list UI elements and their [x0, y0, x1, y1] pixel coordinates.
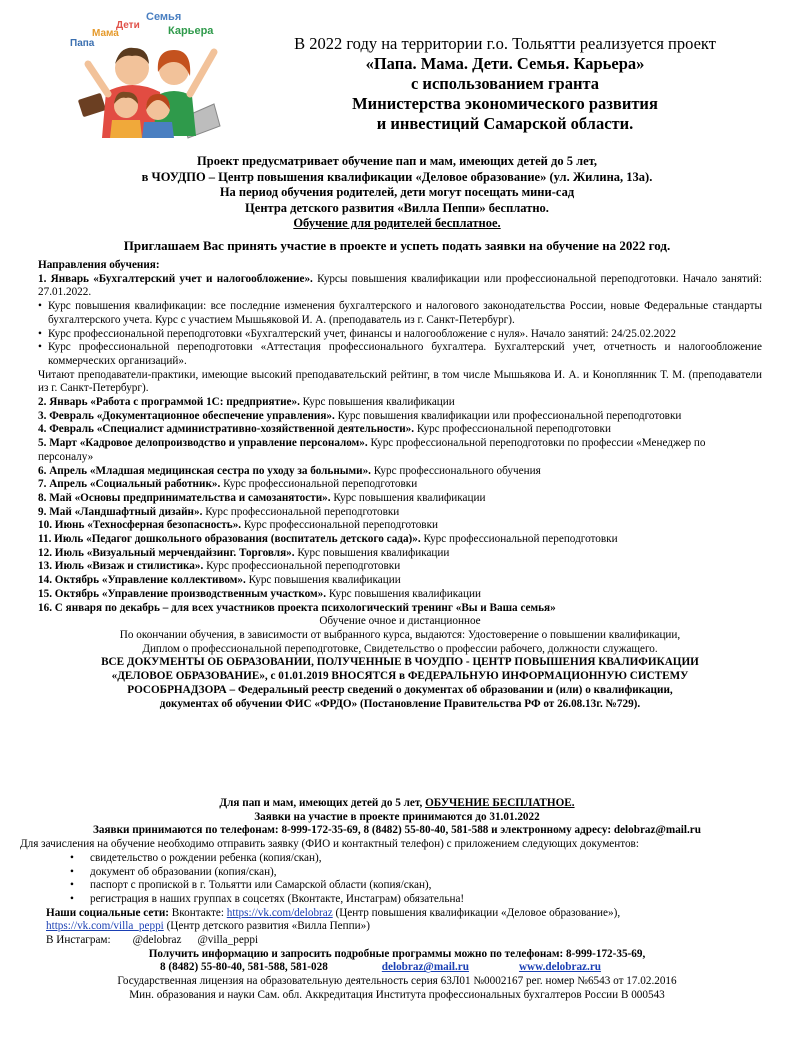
teachers-note: Читают преподаватели-практики, имеющие высокий преподавательский рейтинг, в том числе Мышьякова И. А. и Коноплянник Т. М. (преподаватели из г. Санкт-Петербург).	[38, 368, 762, 395]
course-bullet: • Курс профессиональной переподготовки «Аттестация профессионального бухгалтера. Бухгалтерский учет, отчетность и налогообложение коммерческих организаций».	[38, 341, 762, 367]
course-item: 2. Январь «Работа с программой 1С: предприятие». Курс повышения квалификации	[38, 396, 455, 409]
course-item: 14. Октябрь «Управление коллективом». Курс повышения квалификации	[38, 574, 401, 587]
instagram-delobraz[interactable]: @delobraz	[132, 934, 182, 947]
intro-line: Центра детского развития «Вилла Пеппи» бесплатно.	[245, 200, 549, 215]
study-mode: Обучение очное и дистанционное	[319, 615, 481, 628]
kid2-shirt	[142, 122, 174, 138]
frdo-line: «ДЕЛОВОЕ ОБРАЗОВАНИЕ», с 01.01.2019 ВНОСЯТСЯ в ФЕДЕРАЛЬНУЮ ИНФОРМАЦИОННУЮ СИСТЕМУ	[111, 670, 689, 683]
kid1-shirt	[110, 120, 142, 138]
logo-word-dad: Папа	[70, 38, 95, 49]
document-item: • регистрация в наших группах в соцсетях (Вконтакте, Инстаграм) обязательна!	[70, 892, 465, 905]
invitation: Приглашаем Вас принять участие в проекте и успеть подать заявки на обучение на 2022 год.	[123, 238, 671, 253]
enroll-note: Для зачисления на обучение необходимо отправить заявку (ФИО и контактный телефон) с приложением следующих документов:	[20, 838, 639, 851]
instagram-line: В Инстаграм: @delobraz @villa_peppi	[46, 934, 259, 947]
bullet-icon: •	[38, 341, 42, 354]
course-item: 8. Май «Основы предпринимательства и самозанятости». Курс повышения квалификации	[38, 491, 486, 504]
course-item: 9. Май «Ландшафтный дизайн». Курс профессиональной переподготовки	[38, 505, 400, 518]
intro-line: На период обучения родителей, дети могут посещать мини-сад	[219, 185, 575, 200]
license-line: Государственная лицензия на образовательную деятельность серия 63Л01 №0002167 рег. номер №6543 от 17.02.2016	[117, 975, 677, 988]
course-item: 13. Июль «Визаж и стилистика». Курс профессиональной переподготовки	[38, 560, 401, 573]
bullet-icon: •	[38, 327, 42, 340]
intro-line: в ЧОУДПО – Центр повышения квалификации «Деловое образование» (ул. Жилина, 13а).	[141, 169, 653, 184]
site-link[interactable]: www.delobraz.ru	[518, 961, 602, 974]
instagram-villa-peppi[interactable]: @villa_peppi	[197, 934, 259, 947]
frdo-line: РОСОБРНАДЗОРА – Федеральный реестр сведений о документах об образовании и (или) о квалификации,	[127, 683, 673, 696]
project-title	[245, 34, 765, 134]
course-bullet: • Курс профессиональной переподготовки «Бухгалтерский учет, финансы и налогообложение с нуля». Начало занятий: 24/25.02.2022	[38, 327, 677, 340]
briefcase-icon	[78, 93, 106, 118]
course-bullet: • Курс повышения квалификации: все последние изменения бухгалтерского и налогового законодательства России, новые Федеральные стандарты бухгалтерского учета. Курс с участием Мышьяковой И. А. (преподаватель из г. Санкт-Петербург).	[38, 300, 762, 326]
social-line-2: https://vk.com/villa_peppi (Центр детского развития «Вилла Пеппи»)	[46, 920, 370, 933]
project-logo	[64, 6, 230, 144]
bullet-icon: •	[70, 879, 74, 892]
frdo-line: документах об обучении ФИС «ФРДО» (Постановление Правительства РФ от 26.08.13г. №729).	[159, 697, 641, 710]
directions-heading: Направления обучения:	[38, 259, 160, 271]
completion-line: Диплом о профессиональной переподготовке, Свидетельство о профессии рабочего, должности служащего.	[142, 642, 658, 655]
info-line: Получить информацию и запросить подробные программы можно по телефонам: 8-999-172-35-69,	[148, 947, 646, 960]
bullet-icon: •	[70, 865, 74, 878]
document-item: • документ об образовании (копия/скан),	[70, 865, 277, 878]
intro-free-line: Обучение для родителей бесплатное.	[293, 216, 501, 231]
family-illustration	[64, 6, 230, 144]
deadline: Заявки на участие в проекте принимаются до 31.01.2022	[254, 810, 540, 823]
info-line-2: 8 (8482) 55-80-40, 581-588, 581-028 delobraz@mail.ru www.delobraz.ru	[160, 961, 602, 974]
phones: Заявки принимаются по телефонам: 8-999-172-35-69, 8 (8482) 55-80-40, 581-588 и электронному адресу: delobraz@mail.ru	[92, 824, 701, 837]
course-item: 4. Февраль «Специалист административно-хозяйственной деятельности». Курс профессиональной переподготовки	[38, 423, 611, 436]
course-item: 12. Июль «Визуальный мерчендайзинг. Торговля». Курс повышения квалификации	[38, 546, 450, 559]
course-directions	[38, 259, 762, 711]
bullet-icon: •	[70, 851, 74, 864]
completion-line: По окончании обучения, в зависимости от выбранного курса, выдаются: Удостоверение о повышении квалификации,	[119, 628, 681, 641]
intro-line: Проект предусматривает обучение пап и мам, имеющих детей до 5 лет,	[197, 154, 597, 168]
course-item: 5. Март «Кадровое делопроизводство и управление персоналом». Курс профессиональной переподготовки по профессии «Менеджер по персоналу»	[38, 437, 706, 463]
course-item: 11. Июль «Педагог дошкольного образования (воспитатель детского сада)». Курс профессиональной переподготовки	[38, 533, 618, 546]
contacts-section	[20, 797, 774, 1003]
project-intro	[40, 154, 754, 232]
title-line: В 2022 году на территории г.о. Тольятти реализуется проект	[294, 34, 716, 53]
vk-delobraz-link[interactable]: https://vk.com/delobraz	[226, 906, 333, 919]
logo-word-kids: Дети	[116, 20, 140, 31]
course-list	[38, 396, 762, 615]
course-item: 7. Апрель «Социальный работник». Курс профессиональной переподготовки	[38, 478, 418, 491]
email-link[interactable]: delobraz@mail.ru	[381, 961, 469, 974]
title-line: с использованием гранта	[410, 74, 600, 93]
document-list	[20, 852, 774, 907]
logo-word-career: Карьера	[168, 25, 214, 37]
vk-villa-peppi-link[interactable]: https://vk.com/villa_peppi	[46, 920, 164, 933]
bullet-icon: •	[38, 300, 42, 313]
frdo-line: ВСЕ ДОКУМЕНТЫ ОБ ОБРАЗОВАНИИ, ПОЛУЧЕННЫЕ В ЧОУДПО - ЦЕНТР ПОВЫШЕНИЯ КВАЛИФИКАЦИИ	[101, 656, 699, 669]
document-item: • паспорт с пропиской в г. Тольятти или Самарской области (копия/скан),	[70, 879, 432, 892]
course-item: 16. С января по декабрь – для всех участников проекта психологический тренинг «Вы и Ваша семья»	[38, 601, 556, 614]
logo-word-mom: Мама	[92, 28, 119, 39]
license-line: Мин. образования и науки Сам. обл. Аккредитация Института профессиональных бухгалтеров России В 000543	[129, 988, 665, 1001]
logo-word-family: Семья	[146, 11, 182, 23]
course-item: 3. Февраль «Документационное обеспечение управления». Курс повышения квалификации или профессиональной переподготовки	[38, 409, 682, 422]
free-line: Для пап и мам, имеющих детей до 5 лет, ОБУЧЕНИЕ БЕСПЛАТНОЕ.	[219, 797, 575, 809]
document-item: • свидетельство о рождении ребенка (копия/скан),	[70, 851, 322, 864]
title-line: «Папа. Мама. Дети. Семья. Карьера»	[365, 54, 645, 73]
title-line: Министерства экономического развития	[352, 94, 658, 113]
course-item: 10. Июнь «Техносферная безопасность». Курс профессиональной переподготовки	[38, 519, 438, 532]
title-line: и инвестиций Самарской области.	[376, 114, 634, 133]
course-item: 15. Октябрь «Управление производственным участком». Курс повышения квалификации	[38, 587, 481, 600]
bullet-icon: •	[70, 892, 74, 905]
course-item-1: 1. Январь «Бухгалтерский учет и налогообложение». Курсы повышения квалификации или профессиональной переподготовки. Начало занятий: 27.01.2022.	[38, 272, 762, 299]
course-item: 6. Апрель «Младшая медицинская сестра по уходу за больными». Курс профессионального обучения	[38, 464, 541, 477]
social-line: Наши социальные сети: Вконтакте: https://vk.com/delobraz (Центр повышения квалификации «Деловое образование»),	[46, 906, 621, 919]
